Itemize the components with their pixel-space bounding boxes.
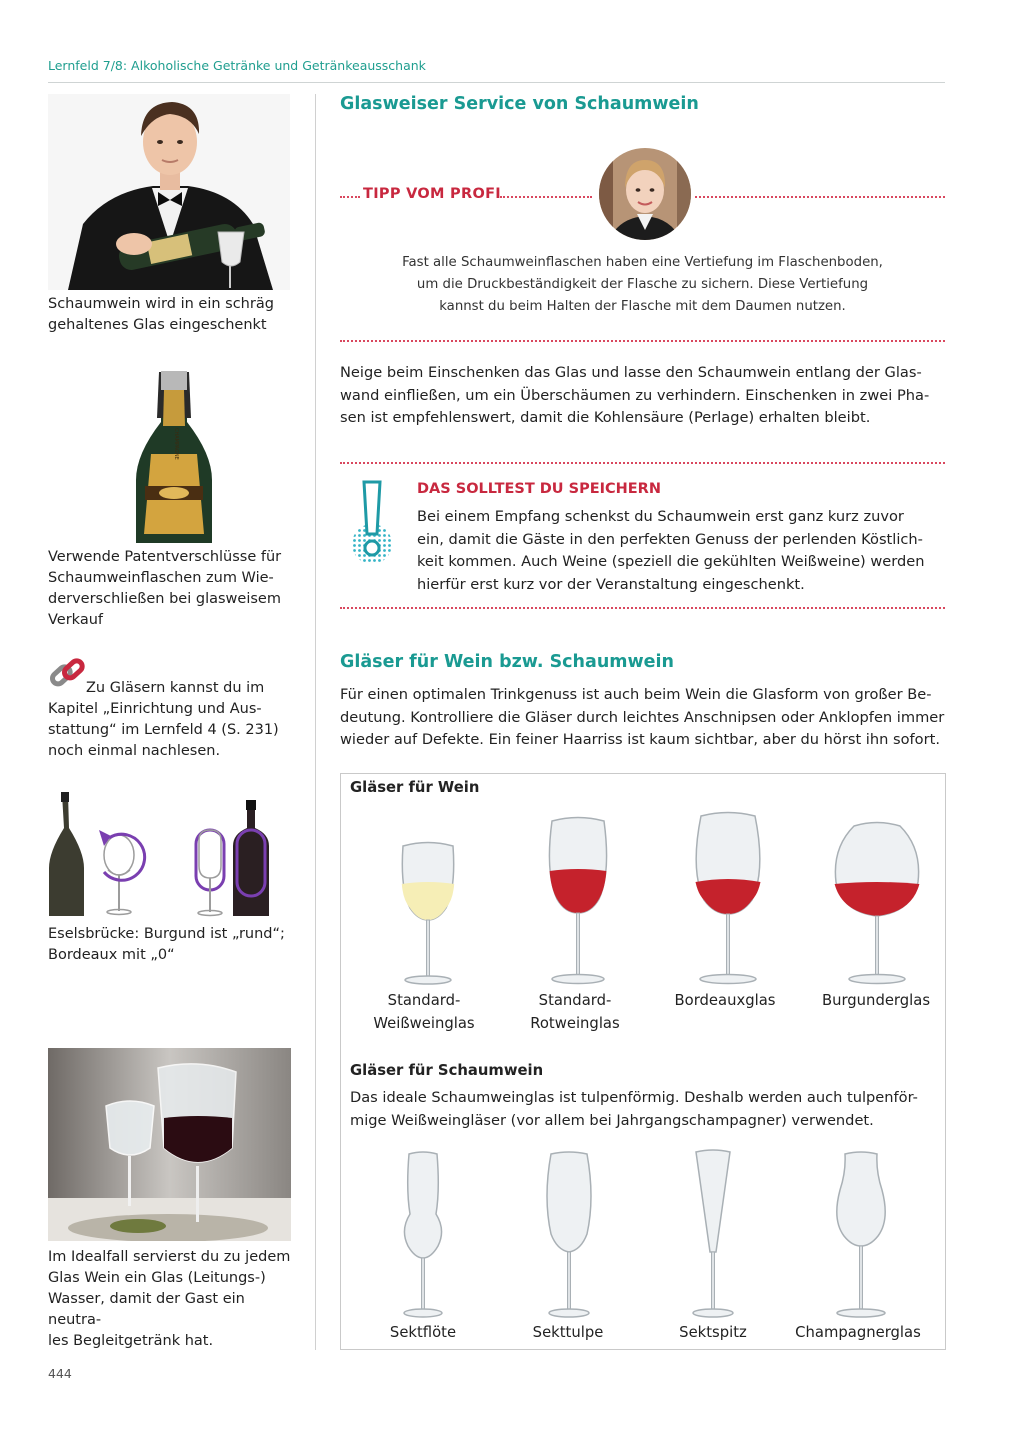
link-note [48, 678, 298, 762]
photo-sommelier-pouring [48, 94, 290, 290]
memo-line: ein, damit die Gäste in den perfekten Genuss der perlenden Köstlich- [417, 530, 923, 548]
profi-avatar [599, 148, 691, 240]
paragraph-line: wieder auf Defekte. Ein feiner Haarriss ist kaum sichtbar, aber du hörst ihn sofort. [340, 731, 940, 748]
wine-glasses-heading: Gläser für Wein [350, 779, 480, 796]
caption-mnemonic [48, 924, 298, 966]
caption-line: Verkauf [48, 612, 103, 628]
caption-line: Glas Wein ein Glas (Leitungs-) [48, 1270, 266, 1286]
tip-divider-right [695, 196, 945, 198]
caption-water [48, 1247, 298, 1352]
label-red-wine-glass [510, 989, 640, 1035]
paragraph-line: Das ideale Schaumweinglas ist tulpenförmig. Deshalb werden auch tulpenför- [350, 1089, 918, 1106]
label-line: Weißweinglas [373, 1015, 475, 1032]
label-white-wine-glass [359, 989, 489, 1035]
caption-line: Verwende Patentverschlüsse für [48, 549, 282, 565]
photo-champagne-bottle-stopper [128, 368, 220, 543]
glass-wine-fill [550, 869, 607, 913]
label-burgundy-glass: Burgunderglas [821, 992, 931, 1009]
tip-line: kannst du beim Halten der Flasche mit dem Daumen nutzen. [439, 299, 846, 314]
running-head: Lernfeld 7/8: Alkoholische Getränke und Getränkeausschank [48, 58, 426, 73]
exclamation-icon [347, 478, 397, 570]
paragraph-line: mige Weißweingläser (vor allem bei Jahrgangschampagner) verwendet. [350, 1111, 874, 1129]
caption-line: Bordeaux mit „0“ [48, 947, 175, 963]
link-note-line: noch einmal nachlesen. [48, 743, 221, 759]
paragraph-line: sen ist empfehlenswert, damit die Kohlensäure (Perlage) erhalten bleibt. [340, 409, 871, 426]
glass-tulip [543, 1150, 595, 1320]
column-divider [315, 94, 316, 1350]
caption-line: Schaumwein wird in ein schräg [48, 296, 274, 312]
header-divider [48, 82, 945, 83]
caption-line: Schaumweinflaschen zum Wie- [48, 570, 274, 586]
caption-line: les Begleitgetränk hat. [48, 1333, 214, 1349]
caption-stopper [48, 547, 298, 631]
label-tulip: Sekttulpe [532, 1324, 604, 1341]
glass-wine-fill [402, 882, 454, 920]
caption-pouring [48, 294, 298, 336]
label-line: Standard- [387, 992, 461, 1009]
glass-red-wine-standard [543, 815, 613, 987]
link-note-line: Kapitel „Einrichtung und Aus- [48, 701, 262, 717]
sparkling-intro [350, 1087, 930, 1132]
caption-line: derverschließen bei glasweisem [48, 591, 281, 607]
section-title-service: Glasweiser Service von Schaumwein [340, 94, 699, 114]
memo-divider-top [340, 462, 945, 464]
caption-line: Eselsbrücke: Burgund ist „rund“; [48, 926, 285, 942]
link-note-line: stattung“ im Lernfeld 4 (S. 231) [48, 722, 279, 738]
glass-white-wine-standard [396, 840, 460, 988]
section-title-glasses: Gläser für Wein bzw. Schaumwein [340, 652, 675, 672]
tip-divider-left-short [340, 196, 360, 198]
glass-burgundy [832, 820, 922, 987]
caption-line: Im Idealfall servierst du zu jedem [48, 1249, 291, 1265]
memo-line: Bei einem Empfang schenkst du Schaumwein erst ganz kurz zuvor [417, 508, 904, 525]
glass-wine-fill [835, 882, 920, 916]
tip-line: um die Druckbeständigkeit der Flasche zu sichern. Diese Vertiefung [416, 277, 869, 292]
label-champagne-glass: Champagnerglas [795, 1324, 921, 1341]
label-bordeaux-glass: Bordeauxglas [674, 992, 776, 1009]
paragraph-line: Neige beim Einschenken das Glas und lasse den Schaumwein entlang der Glas- [340, 364, 922, 381]
label-flute: Sektflöte [389, 1324, 457, 1341]
tip-line: Fast alle Schaumweinflaschen haben eine Vertiefung im Flaschenboden, [402, 255, 883, 270]
label-pointed-flute: Sektspitz [679, 1324, 747, 1341]
tip-divider-bottom [340, 340, 945, 342]
paragraph-line: Für einen optimalen Trinkgenuss ist auch beim Wein die Glasform von großer Be- [340, 686, 932, 703]
caption-line: gehaltenes Glas eingeschenkt [48, 317, 267, 333]
glass-flute [398, 1150, 448, 1320]
pouring-paragraph [340, 362, 945, 430]
memo-text [417, 506, 945, 596]
memo-line: keit kommen. Auch Weine (speziell die gekühlten Weißweine) werden [417, 553, 925, 570]
bottle-label-text: CHAMPAGNE [173, 428, 179, 460]
link-note-line: Zu Gläsern kannst du im [86, 680, 265, 696]
memo-divider-bottom [340, 607, 945, 609]
glass-bordeaux [690, 810, 766, 987]
glass-pointed-flute [690, 1148, 736, 1320]
mnemonic-illustration [48, 792, 278, 918]
sparkling-glasses-heading: Gläser für Schaumwein [350, 1062, 544, 1079]
tip-label: TIPP VOM PROFI [363, 186, 501, 202]
memo-title: DAS SOLLTEST DU SPEICHERN [417, 481, 661, 497]
label-line: Standard- [538, 992, 612, 1009]
paragraph-line: wand einfließen, um ein Überschäumen zu verhindern. Einschenken in zwei Pha- [340, 386, 930, 404]
paragraph-line: deutung. Kontrolliere die Gläser durch leichtes Anschnipsen oder Anklopfen immer [340, 708, 945, 726]
label-line: Rotweinglas [530, 1015, 620, 1032]
photo-wine-and-water-glasses [48, 1048, 291, 1241]
tip-divider-left [500, 196, 592, 198]
glass-champagne [830, 1150, 892, 1320]
tip-text [340, 252, 945, 318]
caption-line: Wasser, damit der Gast ein neutra- [48, 1291, 245, 1328]
glasses-paragraph [340, 684, 945, 752]
page-number: 444 [48, 1366, 72, 1381]
memo-line: hierfür erst kurz vor der Veranstaltung eingeschenkt. [417, 575, 805, 593]
glass-wine-fill [696, 879, 761, 914]
